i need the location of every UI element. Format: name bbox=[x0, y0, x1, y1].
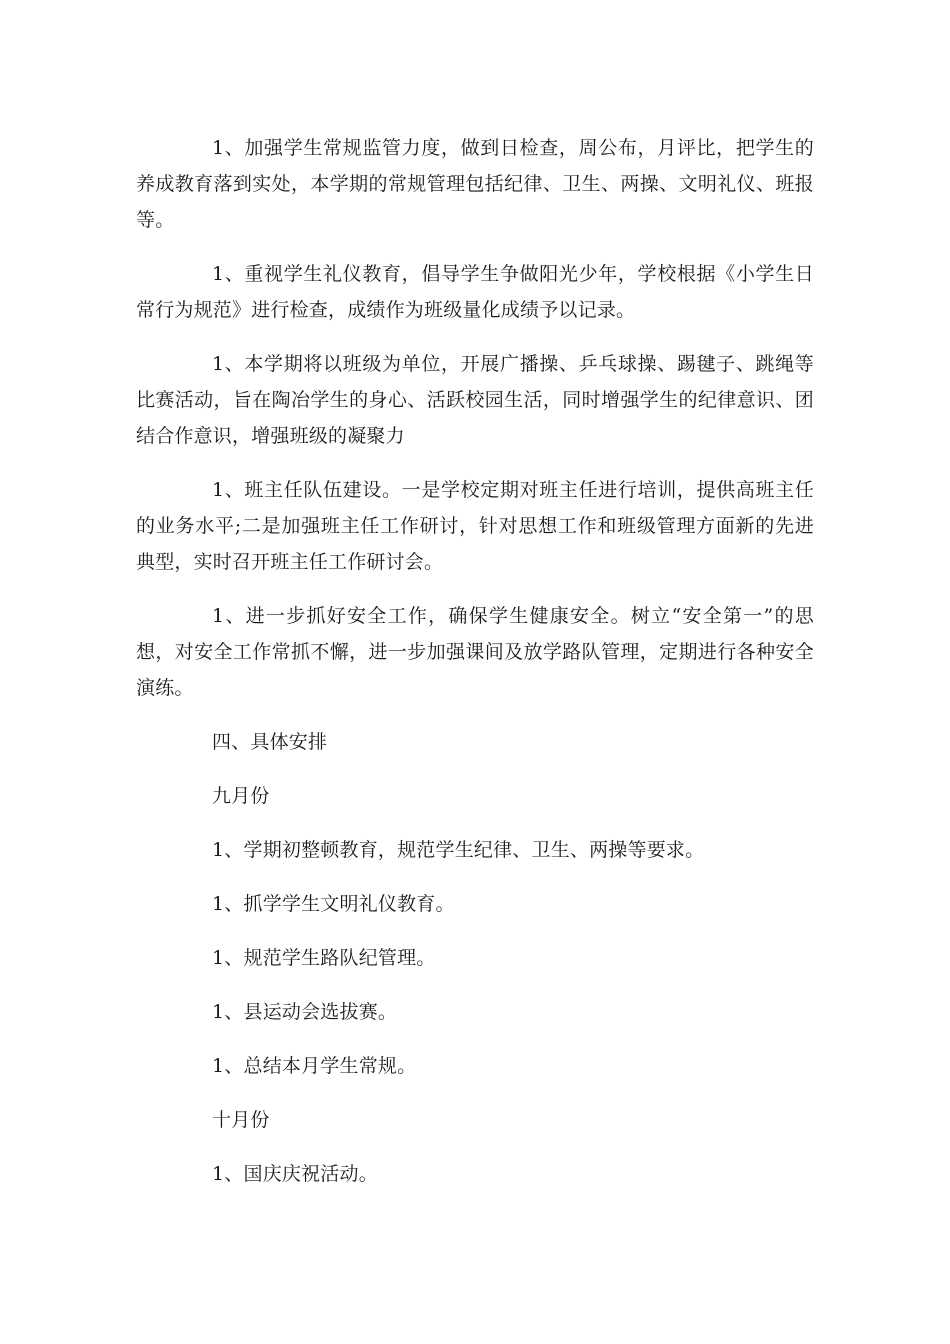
section-heading-arrangement: 四、具体安排 bbox=[212, 731, 328, 753]
list-item: 1、抓学学生文明礼仪教育。 bbox=[212, 893, 455, 915]
list-item: 1、县运动会选拔赛。 bbox=[212, 1001, 398, 1023]
paragraph-routine-management: 1、加强学生常规监管力度，做到日检查，周公布，月评比，把学生的养成教育落到实处，本学期的常规管理包括纪律、卫生、两操、文明礼仪、班报等。 bbox=[136, 137, 814, 231]
list-item: 1、规范学生路队纪管理。 bbox=[212, 947, 436, 969]
paragraph-head-teacher-team: 1、班主任队伍建设。一是学校定期对班主任进行培训，提供高班主任的业务水平;二是加强班主任工作研讨，针对思想工作和班级管理方面新的先进典型，实时召开班主任工作研讨会。 bbox=[136, 479, 814, 573]
list-item: 1、国庆庆祝活动。 bbox=[212, 1163, 378, 1185]
paragraph-safety-work: 1、进一步抓好安全工作，确保学生健康安全。树立“安全第一”的思想，对安全工作常抓不懈，进一步加强课间及放学路队管理，定期进行各种安全演练。 bbox=[136, 605, 814, 699]
paragraph-etiquette-education: 1、重视学生礼仪教育，倡导学生争做阳光少年，学校根据《小学生日常行为规范》进行检查，成绩作为班级量化成绩予以记录。 bbox=[136, 263, 814, 321]
list-item: 1、学期初整顿教育，规范学生纪律、卫生、两操等要求。 bbox=[212, 839, 705, 861]
paragraph-class-competitions: 1、本学期将以班级为单位，开展广播操、乒乓球操、踢毽子、跳绳等比赛活动，旨在陶冶学生的身心、活跃校园生活，同时增强学生的纪律意识、团结合作意识，增强班级的凝聚力 bbox=[136, 353, 814, 447]
month-heading-october: 十月份 bbox=[212, 1109, 270, 1131]
list-item: 1、总结本月学生常规。 bbox=[212, 1055, 417, 1077]
month-heading-september: 九月份 bbox=[212, 785, 270, 807]
document-body bbox=[136, 130, 814, 1192]
